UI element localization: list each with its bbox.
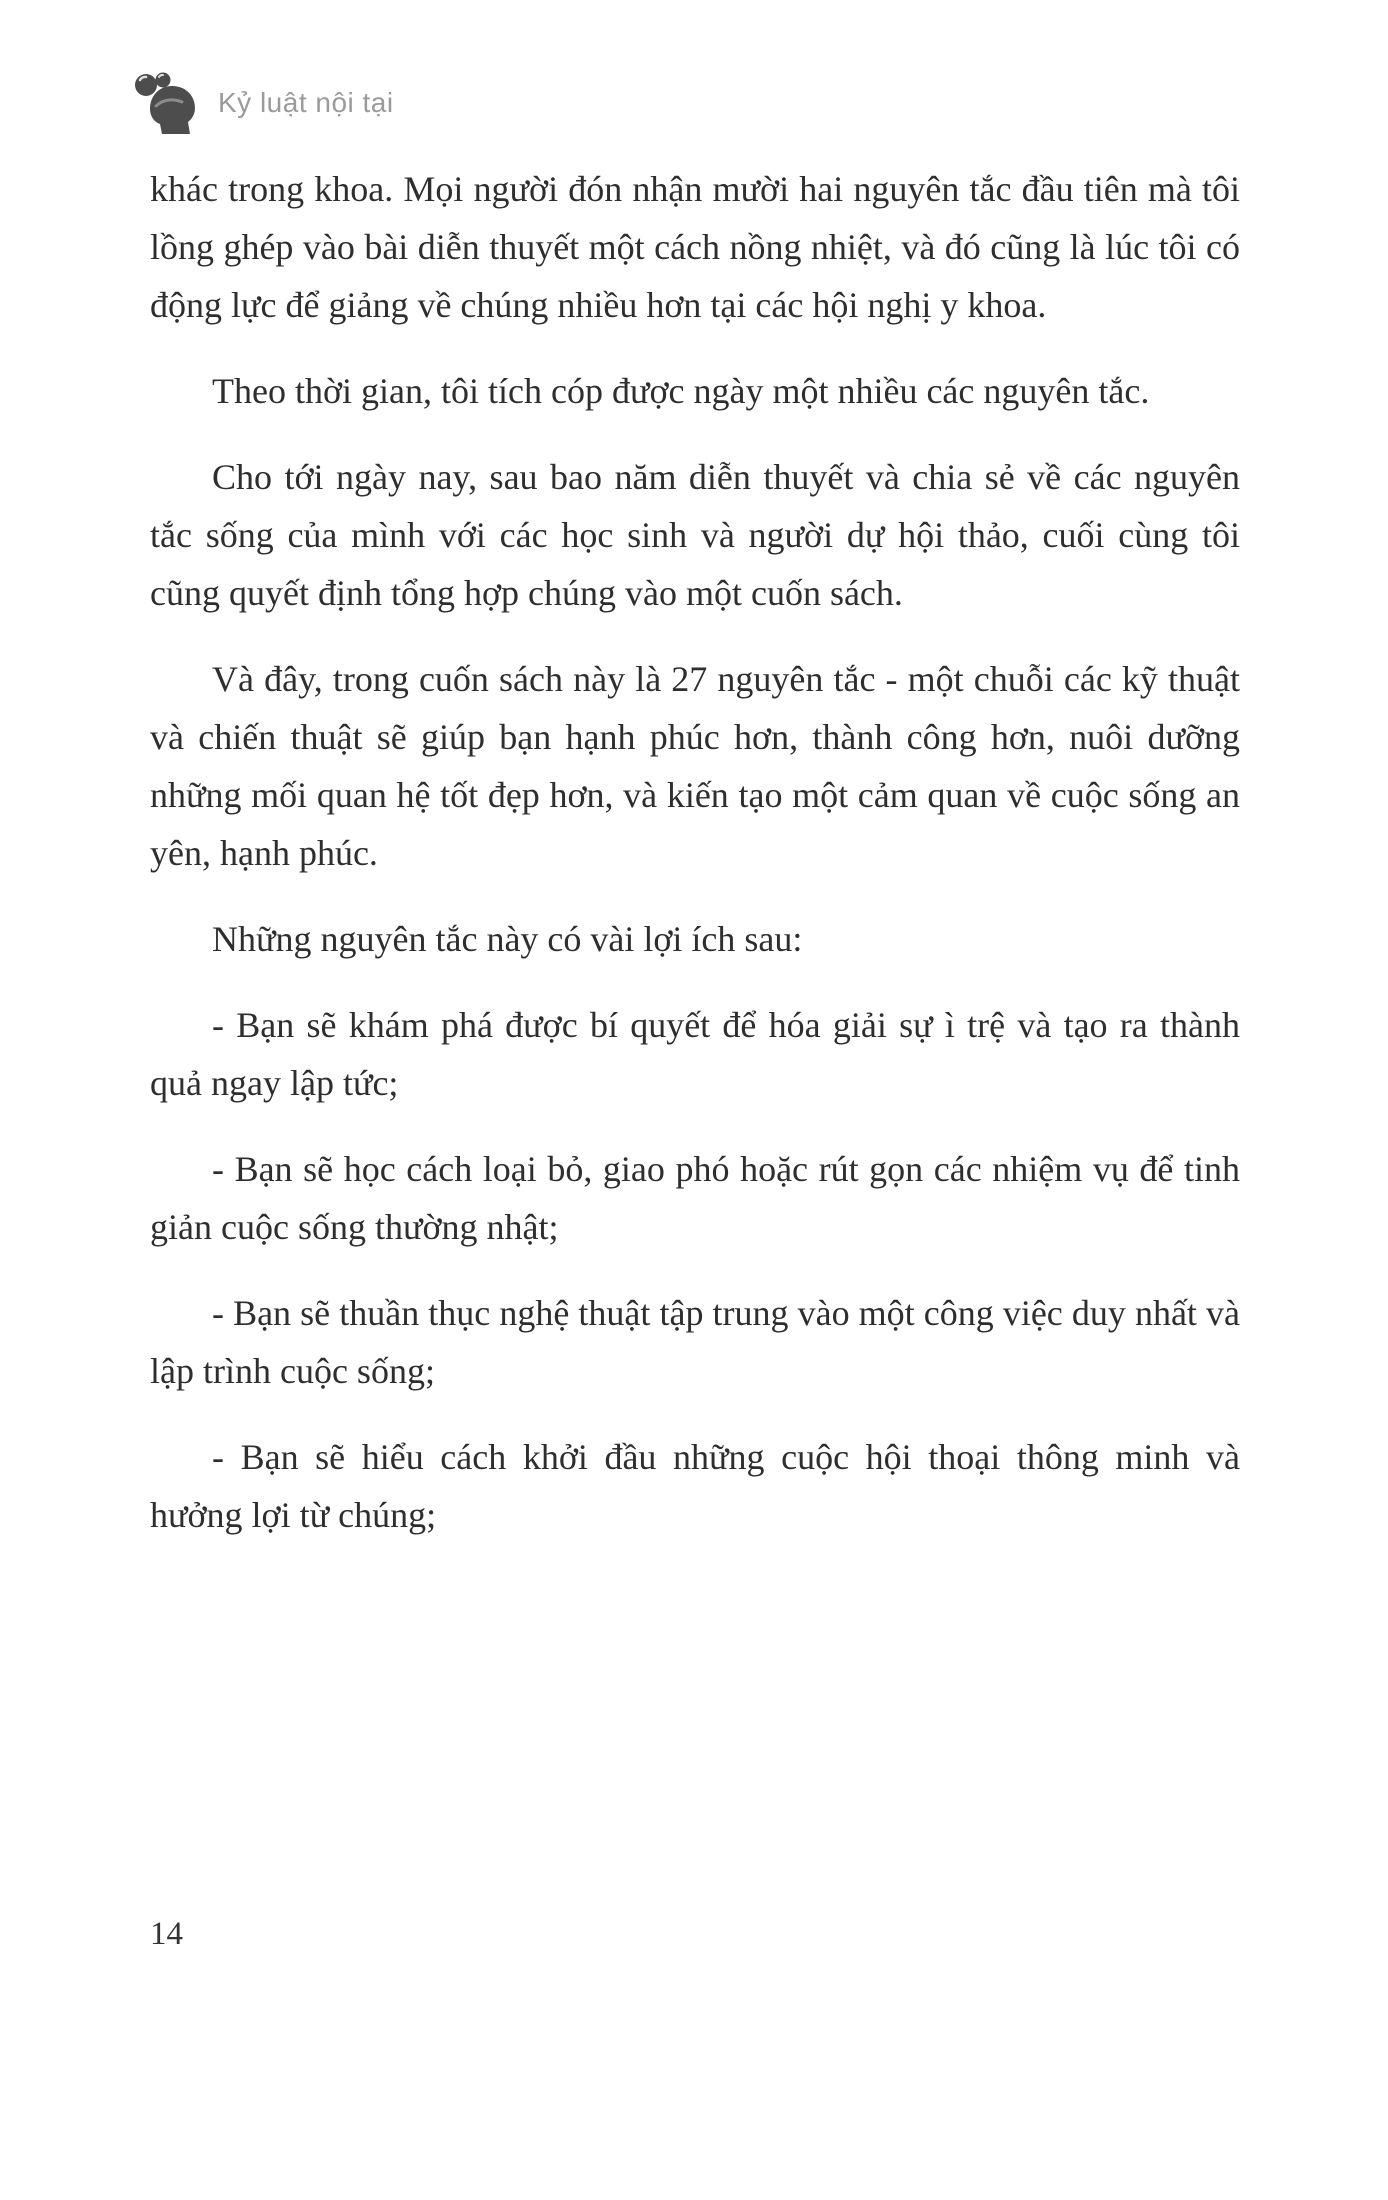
page-header [132, 72, 394, 134]
paragraph: Theo thời gian, tôi tích cóp được ngày một nhiều các nguyên tắc. [212, 371, 1150, 411]
page-content [150, 160, 1240, 1572]
paragraph: - Bạn sẽ khám phá được bí quyết để hóa giải sự ì trệ và tạo ra thành quả ngay lập tức; [150, 1005, 1240, 1103]
paragraph: Và đây, trong cuốn sách này là 27 nguyên tắc - một chuỗi các kỹ thuật và chiến thuật sẽ giúp bạn hạnh phúc hơn, thành công hơn, nuôi dưỡng những mối quan hệ tốt đẹp hơn, và kiến tạo một cảm quan về cuộc sống an yên, hạnh phúc. [150, 659, 1240, 873]
paragraph: khác trong khoa. Mọi người đón nhận mười hai nguyên tắc đầu tiên mà tôi lồng ghép vào bài diễn thuyết một cách nồng nhiệt, và đó cũng là lúc tôi có động lực để giảng về chúng nhiều hơn tại các hội nghị y khoa. [150, 169, 1240, 325]
paragraph: - Bạn sẽ thuần thục nghệ thuật tập trung vào một công việc duy nhất và lập trình cuộc sống; [150, 1293, 1240, 1391]
paragraph: Cho tới ngày nay, sau bao năm diễn thuyết và chia sẻ về các nguyên tắc sống của mình với các học sinh và người dự hội thảo, cuối cùng tôi cũng quyết định tổng hợp chúng vào một cuốn sách. [150, 457, 1240, 613]
book-title: Kỷ luật nội tại [218, 87, 394, 118]
paragraph: - Bạn sẽ hiểu cách khởi đầu những cuộc hội thoại thông minh và hưởng lợi từ chúng; [150, 1437, 1240, 1535]
paragraph: Những nguyên tắc này có vài lợi ích sau: [212, 919, 803, 959]
paragraph: - Bạn sẽ học cách loại bỏ, giao phó hoặc rút gọn các nhiệm vụ để tinh giản cuộc sống thường nhật; [150, 1149, 1240, 1247]
page-number: 14 [150, 1916, 183, 1952]
head-gears-icon [132, 72, 202, 134]
